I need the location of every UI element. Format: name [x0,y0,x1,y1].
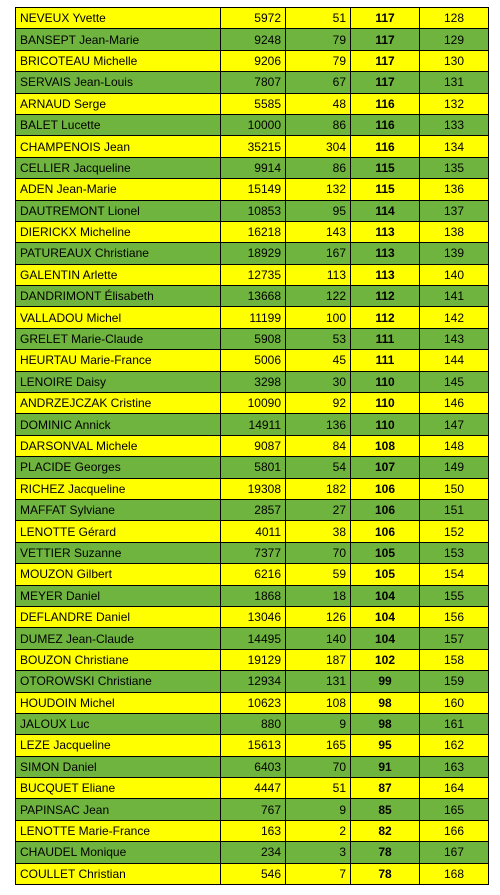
games-cell: 136 [286,414,351,435]
average-cell: 104 [351,585,420,606]
table-row [16,457,489,478]
games-cell: 86 [286,157,351,178]
player-name-cell: HEURTAU Marie-France [16,350,221,371]
games-cell: 95 [286,200,351,221]
games-cell: 67 [286,72,351,93]
player-name-cell: JALOUX Luc [16,713,221,734]
games-cell: 9 [286,713,351,734]
games-cell: 187 [286,649,351,670]
table-row [16,735,489,756]
ranking-table [15,7,489,885]
total-points-cell: 19308 [221,478,286,499]
rank-cell: 168 [420,863,489,884]
player-name-cell: DANDRIMONT Élisabeth [16,286,221,307]
total-points-cell: 15613 [221,735,286,756]
total-points-cell: 13668 [221,286,286,307]
player-name-cell: PATUREAUX Christiane [16,243,221,264]
games-cell: 59 [286,564,351,585]
rank-cell: 154 [420,564,489,585]
rank-cell: 166 [420,820,489,841]
total-points-cell: 12934 [221,671,286,692]
rank-cell: 158 [420,649,489,670]
total-points-cell: 35215 [221,136,286,157]
table-row [16,350,489,371]
total-points-cell: 234 [221,842,286,863]
player-name-cell: VETTIER Suzanne [16,542,221,563]
total-points-cell: 10853 [221,200,286,221]
average-cell: 112 [351,307,420,328]
table-row [16,179,489,200]
rank-cell: 161 [420,713,489,734]
average-cell: 78 [351,842,420,863]
player-name-cell: GRELET Marie-Claude [16,328,221,349]
average-cell: 102 [351,649,420,670]
player-name-cell: BOUZON Christiane [16,649,221,670]
total-points-cell: 5972 [221,8,286,29]
average-cell: 104 [351,628,420,649]
games-cell: 30 [286,371,351,392]
total-points-cell: 6403 [221,756,286,777]
table-row [16,649,489,670]
player-name-cell: DUMEZ Jean-Claude [16,628,221,649]
rank-cell: 134 [420,136,489,157]
rank-cell: 129 [420,29,489,50]
games-cell: 140 [286,628,351,649]
total-points-cell: 7377 [221,542,286,563]
rank-cell: 140 [420,264,489,285]
average-cell: 91 [351,756,420,777]
player-name-cell: NEVEUX Yvette [16,8,221,29]
total-points-cell: 19129 [221,649,286,670]
table-row [16,29,489,50]
total-points-cell: 10623 [221,692,286,713]
rank-cell: 159 [420,671,489,692]
rank-cell: 167 [420,842,489,863]
total-points-cell: 880 [221,713,286,734]
average-cell: 85 [351,799,420,820]
rank-cell: 148 [420,435,489,456]
player-name-cell: MOUZON Gilbert [16,564,221,585]
player-name-cell: BANSEPT Jean-Marie [16,29,221,50]
games-cell: 165 [286,735,351,756]
average-cell: 112 [351,286,420,307]
average-cell: 106 [351,499,420,520]
total-points-cell: 5908 [221,328,286,349]
average-cell: 87 [351,778,420,799]
total-points-cell: 4447 [221,778,286,799]
table-row [16,521,489,542]
games-cell: 38 [286,521,351,542]
total-points-cell: 546 [221,863,286,884]
rank-cell: 152 [420,521,489,542]
rank-cell: 141 [420,286,489,307]
average-cell: 113 [351,221,420,242]
ranking-table-body [16,8,489,885]
games-cell: 113 [286,264,351,285]
player-name-cell: LENOTTE Marie-France [16,820,221,841]
games-cell: 51 [286,778,351,799]
games-cell: 7 [286,863,351,884]
table-row [16,499,489,520]
games-cell: 9 [286,799,351,820]
games-cell: 100 [286,307,351,328]
table-row [16,628,489,649]
average-cell: 117 [351,8,420,29]
table-row [16,842,489,863]
games-cell: 2 [286,820,351,841]
rank-cell: 143 [420,328,489,349]
player-name-cell: COULLET Christian [16,863,221,884]
table-row [16,114,489,135]
rank-cell: 162 [420,735,489,756]
rank-cell: 163 [420,756,489,777]
average-cell: 110 [351,371,420,392]
average-cell: 104 [351,606,420,627]
player-name-cell: GALENTIN Arlette [16,264,221,285]
total-points-cell: 1868 [221,585,286,606]
total-points-cell: 10090 [221,393,286,414]
games-cell: 126 [286,606,351,627]
player-name-cell: OTOROWSKI Christiane [16,671,221,692]
total-points-cell: 5006 [221,350,286,371]
rank-cell: 136 [420,179,489,200]
table-row [16,393,489,414]
rank-cell: 153 [420,542,489,563]
player-name-cell: PLACIDE Georges [16,457,221,478]
average-cell: 98 [351,713,420,734]
player-name-cell: VALLADOU Michel [16,307,221,328]
rank-cell: 147 [420,414,489,435]
table-row [16,756,489,777]
games-cell: 132 [286,179,351,200]
total-points-cell: 13046 [221,606,286,627]
total-points-cell: 3298 [221,371,286,392]
total-points-cell: 9206 [221,50,286,71]
average-cell: 108 [351,435,420,456]
table-row [16,671,489,692]
average-cell: 115 [351,157,420,178]
table-row [16,606,489,627]
games-cell: 108 [286,692,351,713]
table-row [16,221,489,242]
rank-cell: 151 [420,499,489,520]
player-name-cell: ARNAUD Serge [16,93,221,114]
player-name-cell: ADEN Jean-Marie [16,179,221,200]
table-row [16,435,489,456]
average-cell: 113 [351,264,420,285]
rank-cell: 149 [420,457,489,478]
table-row [16,799,489,820]
table-row [16,72,489,93]
player-name-cell: DARSONVAL Michele [16,435,221,456]
total-points-cell: 18929 [221,243,286,264]
games-cell: 3 [286,842,351,863]
average-cell: 115 [351,179,420,200]
total-points-cell: 9248 [221,29,286,50]
player-name-cell: LEZE Jacqueline [16,735,221,756]
table-row [16,371,489,392]
table-row [16,692,489,713]
games-cell: 51 [286,8,351,29]
total-points-cell: 767 [221,799,286,820]
player-name-cell: RICHEZ Jacqueline [16,478,221,499]
player-name-cell: PAPINSAC Jean [16,799,221,820]
table-row [16,136,489,157]
rank-cell: 139 [420,243,489,264]
table-row [16,863,489,884]
rank-cell: 156 [420,606,489,627]
table-row [16,328,489,349]
table-row [16,585,489,606]
average-cell: 106 [351,478,420,499]
total-points-cell: 9087 [221,435,286,456]
average-cell: 116 [351,136,420,157]
games-cell: 131 [286,671,351,692]
table-row [16,778,489,799]
average-cell: 111 [351,350,420,371]
average-cell: 105 [351,564,420,585]
total-points-cell: 7807 [221,72,286,93]
total-points-cell: 163 [221,820,286,841]
total-points-cell: 4011 [221,521,286,542]
rank-cell: 130 [420,50,489,71]
table-row [16,286,489,307]
rank-cell: 137 [420,200,489,221]
average-cell: 113 [351,243,420,264]
rank-cell: 128 [420,8,489,29]
table-row [16,478,489,499]
player-name-cell: SIMON Daniel [16,756,221,777]
rank-cell: 131 [420,72,489,93]
table-row [16,200,489,221]
player-name-cell: BUCQUET Eliane [16,778,221,799]
total-points-cell: 10000 [221,114,286,135]
player-name-cell: DAUTREMONT Lionel [16,200,221,221]
total-points-cell: 14911 [221,414,286,435]
player-name-cell: DEFLANDRE Daniel [16,606,221,627]
rank-cell: 146 [420,393,489,414]
games-cell: 182 [286,478,351,499]
average-cell: 82 [351,820,420,841]
average-cell: 98 [351,692,420,713]
games-cell: 92 [286,393,351,414]
player-name-cell: SERVAIS Jean-Louis [16,72,221,93]
average-cell: 117 [351,50,420,71]
rank-cell: 133 [420,114,489,135]
average-cell: 107 [351,457,420,478]
player-name-cell: HOUDOIN Michel [16,692,221,713]
average-cell: 117 [351,72,420,93]
average-cell: 114 [351,200,420,221]
table-row [16,414,489,435]
player-name-cell: CHAUDEL Monique [16,842,221,863]
games-cell: 54 [286,457,351,478]
player-name-cell: MAFFAT Sylviane [16,499,221,520]
total-points-cell: 15149 [221,179,286,200]
table-row [16,307,489,328]
total-points-cell: 12735 [221,264,286,285]
games-cell: 86 [286,114,351,135]
games-cell: 70 [286,756,351,777]
games-cell: 167 [286,243,351,264]
player-name-cell: BALET Lucette [16,114,221,135]
table-row [16,157,489,178]
ranking-sheet [15,7,489,885]
table-row [16,713,489,734]
player-name-cell: CELLIER Jacqueline [16,157,221,178]
games-cell: 45 [286,350,351,371]
rank-cell: 132 [420,93,489,114]
player-name-cell: MEYER Daniel [16,585,221,606]
games-cell: 79 [286,50,351,71]
rank-cell: 135 [420,157,489,178]
average-cell: 78 [351,863,420,884]
rank-cell: 157 [420,628,489,649]
table-row [16,564,489,585]
average-cell: 105 [351,542,420,563]
rank-cell: 150 [420,478,489,499]
average-cell: 110 [351,393,420,414]
table-row [16,50,489,71]
games-cell: 70 [286,542,351,563]
player-name-cell: BRICOTEAU Michelle [16,50,221,71]
player-name-cell: DIERICKX Micheline [16,221,221,242]
average-cell: 110 [351,414,420,435]
games-cell: 79 [286,29,351,50]
total-points-cell: 5585 [221,93,286,114]
table-row [16,820,489,841]
table-row [16,243,489,264]
average-cell: 106 [351,521,420,542]
total-points-cell: 5801 [221,457,286,478]
average-cell: 116 [351,93,420,114]
rank-cell: 165 [420,799,489,820]
average-cell: 99 [351,671,420,692]
table-row [16,264,489,285]
rank-cell: 164 [420,778,489,799]
rank-cell: 142 [420,307,489,328]
average-cell: 95 [351,735,420,756]
total-points-cell: 16218 [221,221,286,242]
rank-cell: 145 [420,371,489,392]
player-name-cell: ANDRZEJCZAK Cristine [16,393,221,414]
total-points-cell: 2857 [221,499,286,520]
player-name-cell: CHAMPENOIS Jean [16,136,221,157]
games-cell: 18 [286,585,351,606]
table-row [16,542,489,563]
player-name-cell: DOMINIC Annick [16,414,221,435]
table-row [16,93,489,114]
total-points-cell: 11199 [221,307,286,328]
player-name-cell: LENOIRE Daisy [16,371,221,392]
total-points-cell: 9914 [221,157,286,178]
games-cell: 27 [286,499,351,520]
average-cell: 117 [351,29,420,50]
table-row [16,8,489,29]
player-name-cell: LENOTTE Gérard [16,521,221,542]
games-cell: 48 [286,93,351,114]
games-cell: 84 [286,435,351,456]
total-points-cell: 14495 [221,628,286,649]
rank-cell: 138 [420,221,489,242]
rank-cell: 144 [420,350,489,371]
average-cell: 116 [351,114,420,135]
games-cell: 122 [286,286,351,307]
games-cell: 304 [286,136,351,157]
average-cell: 111 [351,328,420,349]
rank-cell: 155 [420,585,489,606]
total-points-cell: 6216 [221,564,286,585]
games-cell: 53 [286,328,351,349]
rank-cell: 160 [420,692,489,713]
games-cell: 143 [286,221,351,242]
